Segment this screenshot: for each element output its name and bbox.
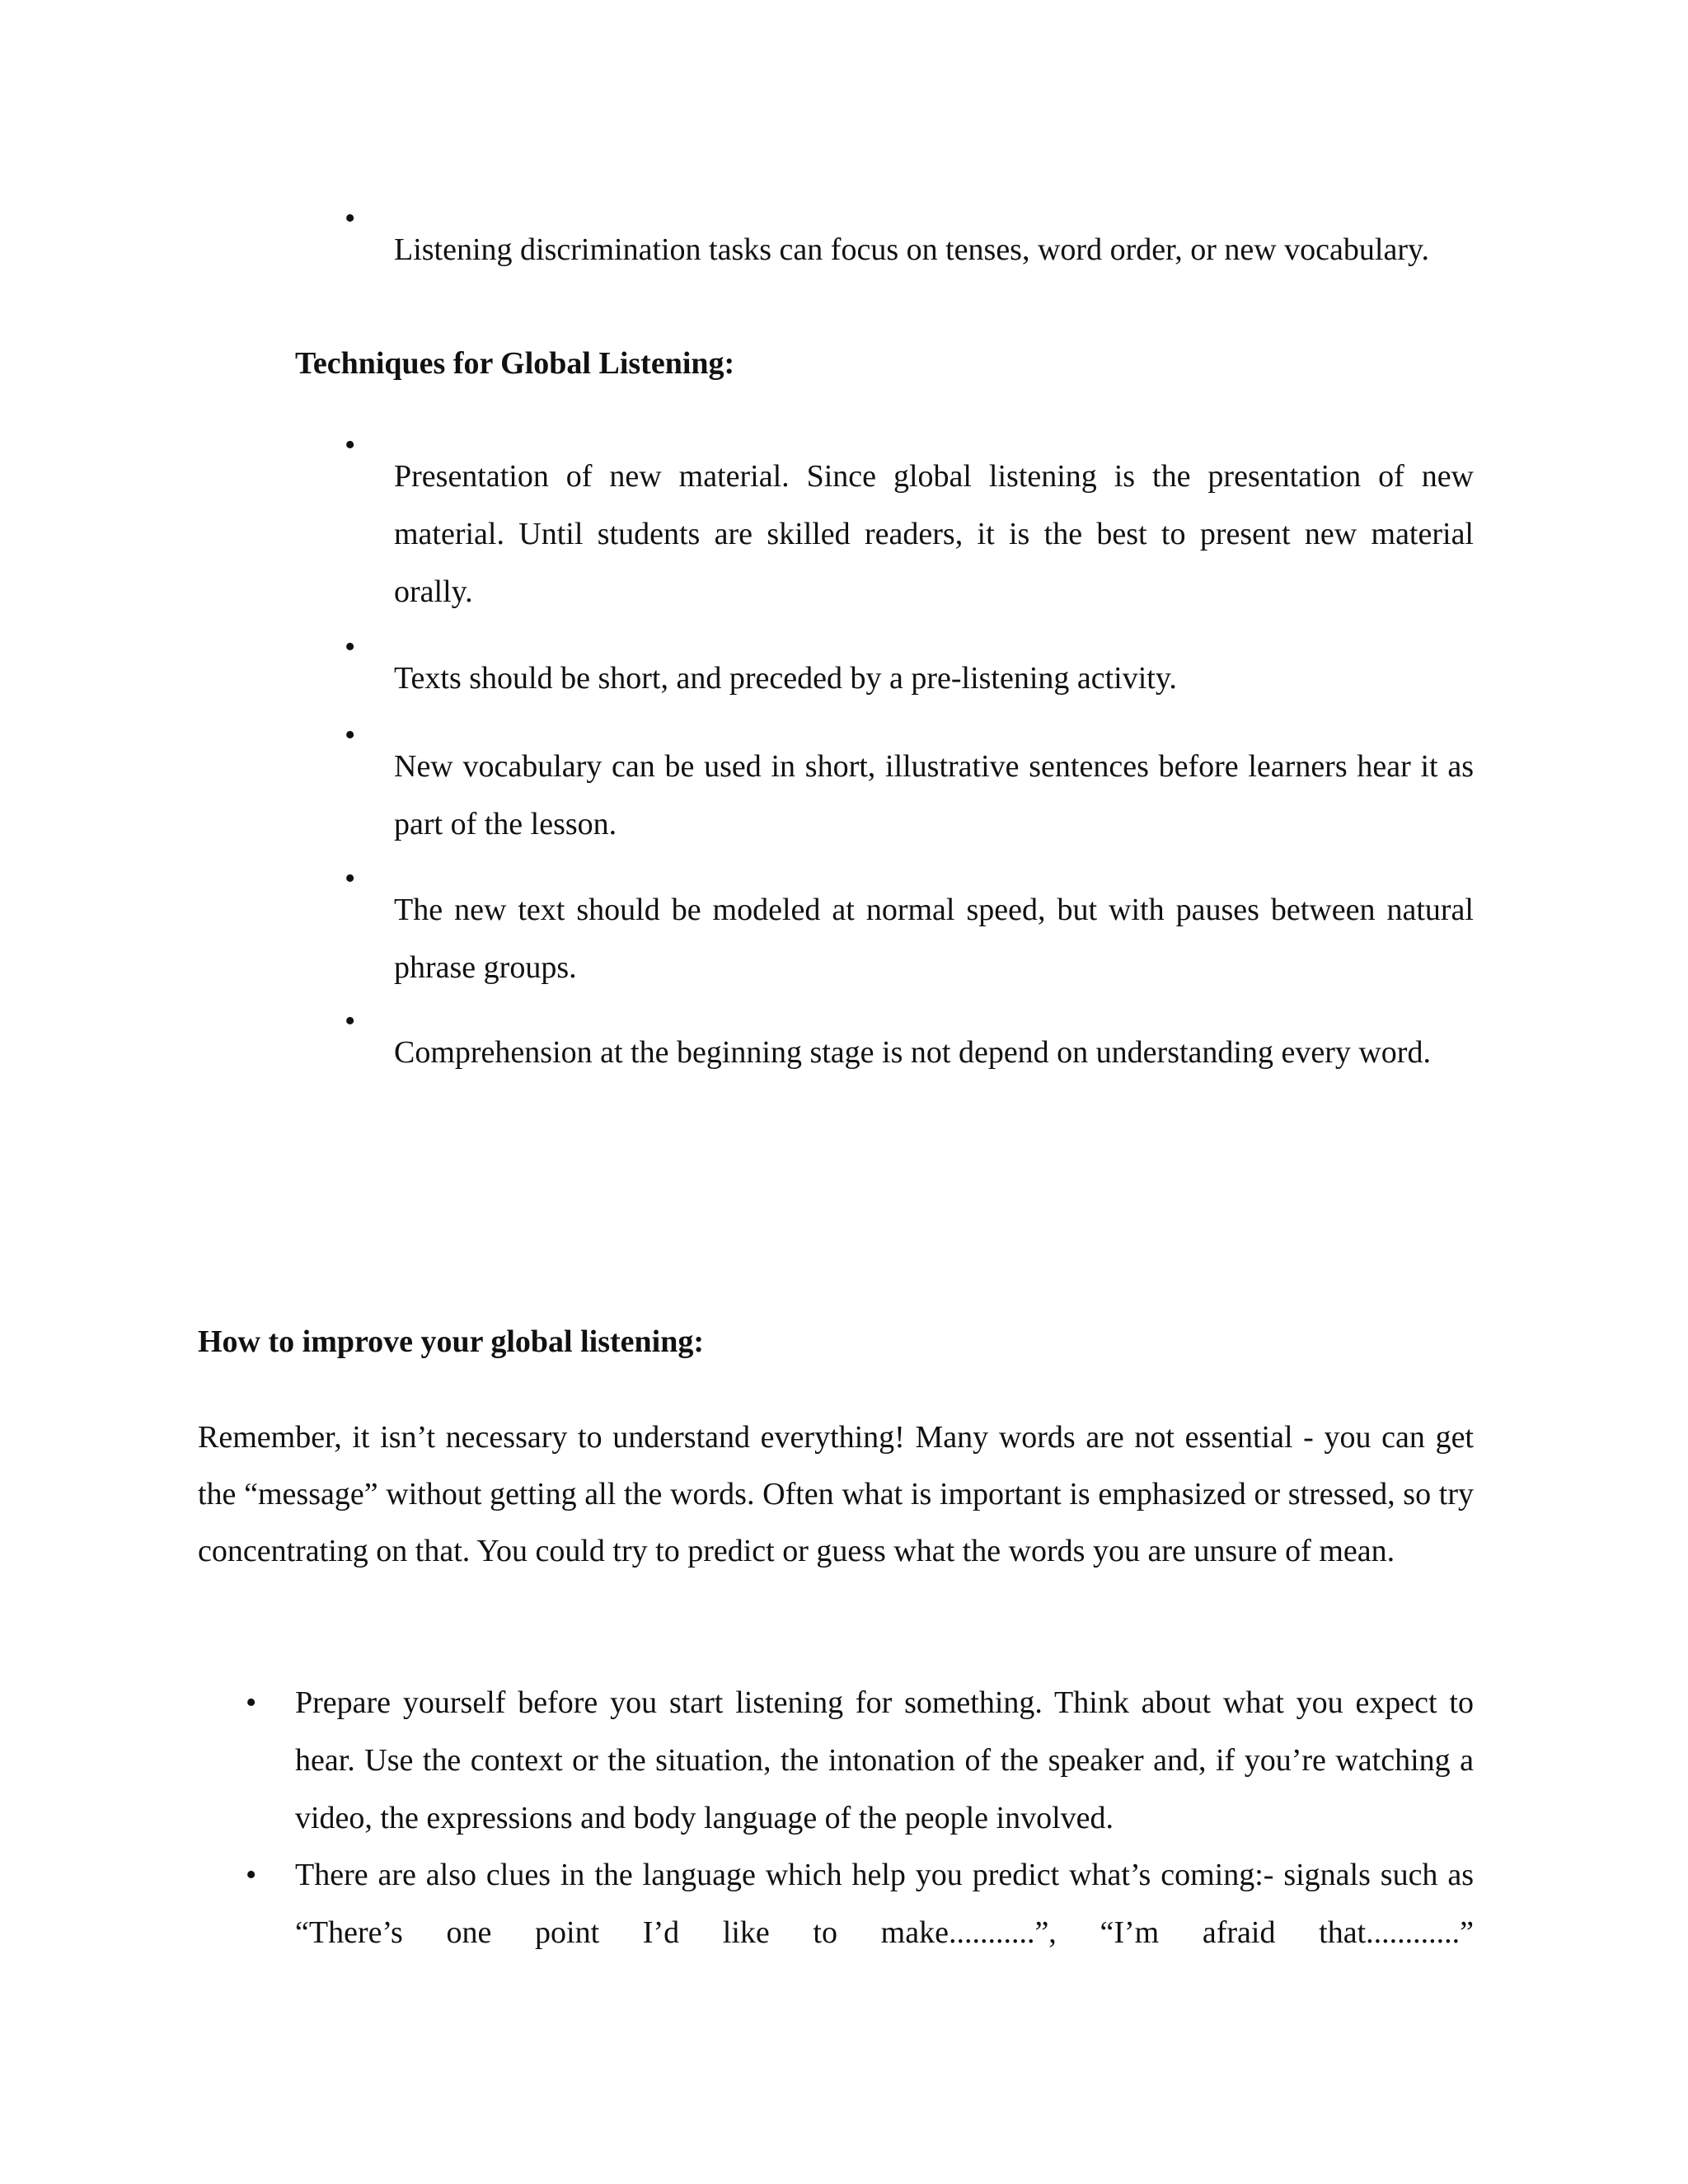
bullet-dot-icon: • — [345, 630, 356, 664]
bullet-dot-icon: • — [345, 1004, 356, 1038]
bullet-dot-icon: • — [246, 1685, 257, 1720]
bullet-dot-icon: • — [345, 718, 356, 752]
list-item: Listening discrimination tasks can focus on tenses, word order, or new vocabulary. — [394, 232, 1430, 267]
list-item: The new text should be modeled at normal speed, but with pauses between natural phrase groups. — [394, 893, 1474, 985]
list-item: Presentation of new material. Since global listening is the presentation of new material. Until students are skilled readers, it is the best to present new material orally. — [394, 459, 1474, 609]
bullet-dot-icon: • — [345, 201, 356, 236]
list-item: Texts should be short, and preceded by a pre-listening activity. — [394, 661, 1177, 696]
list-item: Prepare yourself before you start listening for something. Think about what you expect to hear. Use the context or the situation, the intonation of the speaker and, if you’re watching a video, the expressions and body language of the people involved. — [295, 1685, 1474, 1835]
bullet-dot-icon: • — [345, 861, 356, 896]
bullet-dot-icon: • — [246, 1858, 257, 1892]
bullet-dot-icon: • — [345, 428, 356, 462]
list-item: New vocabulary can be used in short, illustrative sentences before learners hear it as part of the lesson. — [394, 749, 1474, 841]
list-item: Comprehension at the beginning stage is not depend on understanding every word. — [394, 1035, 1431, 1070]
body-paragraph: Remember, it isn’t necessary to understand everything! Many words are not essential - you can get the “message” without getting all the words. Often what is important is emphasized or stressed, so try concentrating on that. You could try to predict or guess what the words you are unsure of mean. — [198, 1420, 1474, 1568]
section-heading-techniques: Techniques for Global Listening: — [295, 346, 735, 381]
list-item: There are also clues in the language which help you predict what’s coming:- signals such as “There’s one point I’d like to make...........”, “I’m afraid that............” — [295, 1858, 1474, 1950]
section-heading-improve: How to improve your global listening: — [198, 1324, 705, 1359]
